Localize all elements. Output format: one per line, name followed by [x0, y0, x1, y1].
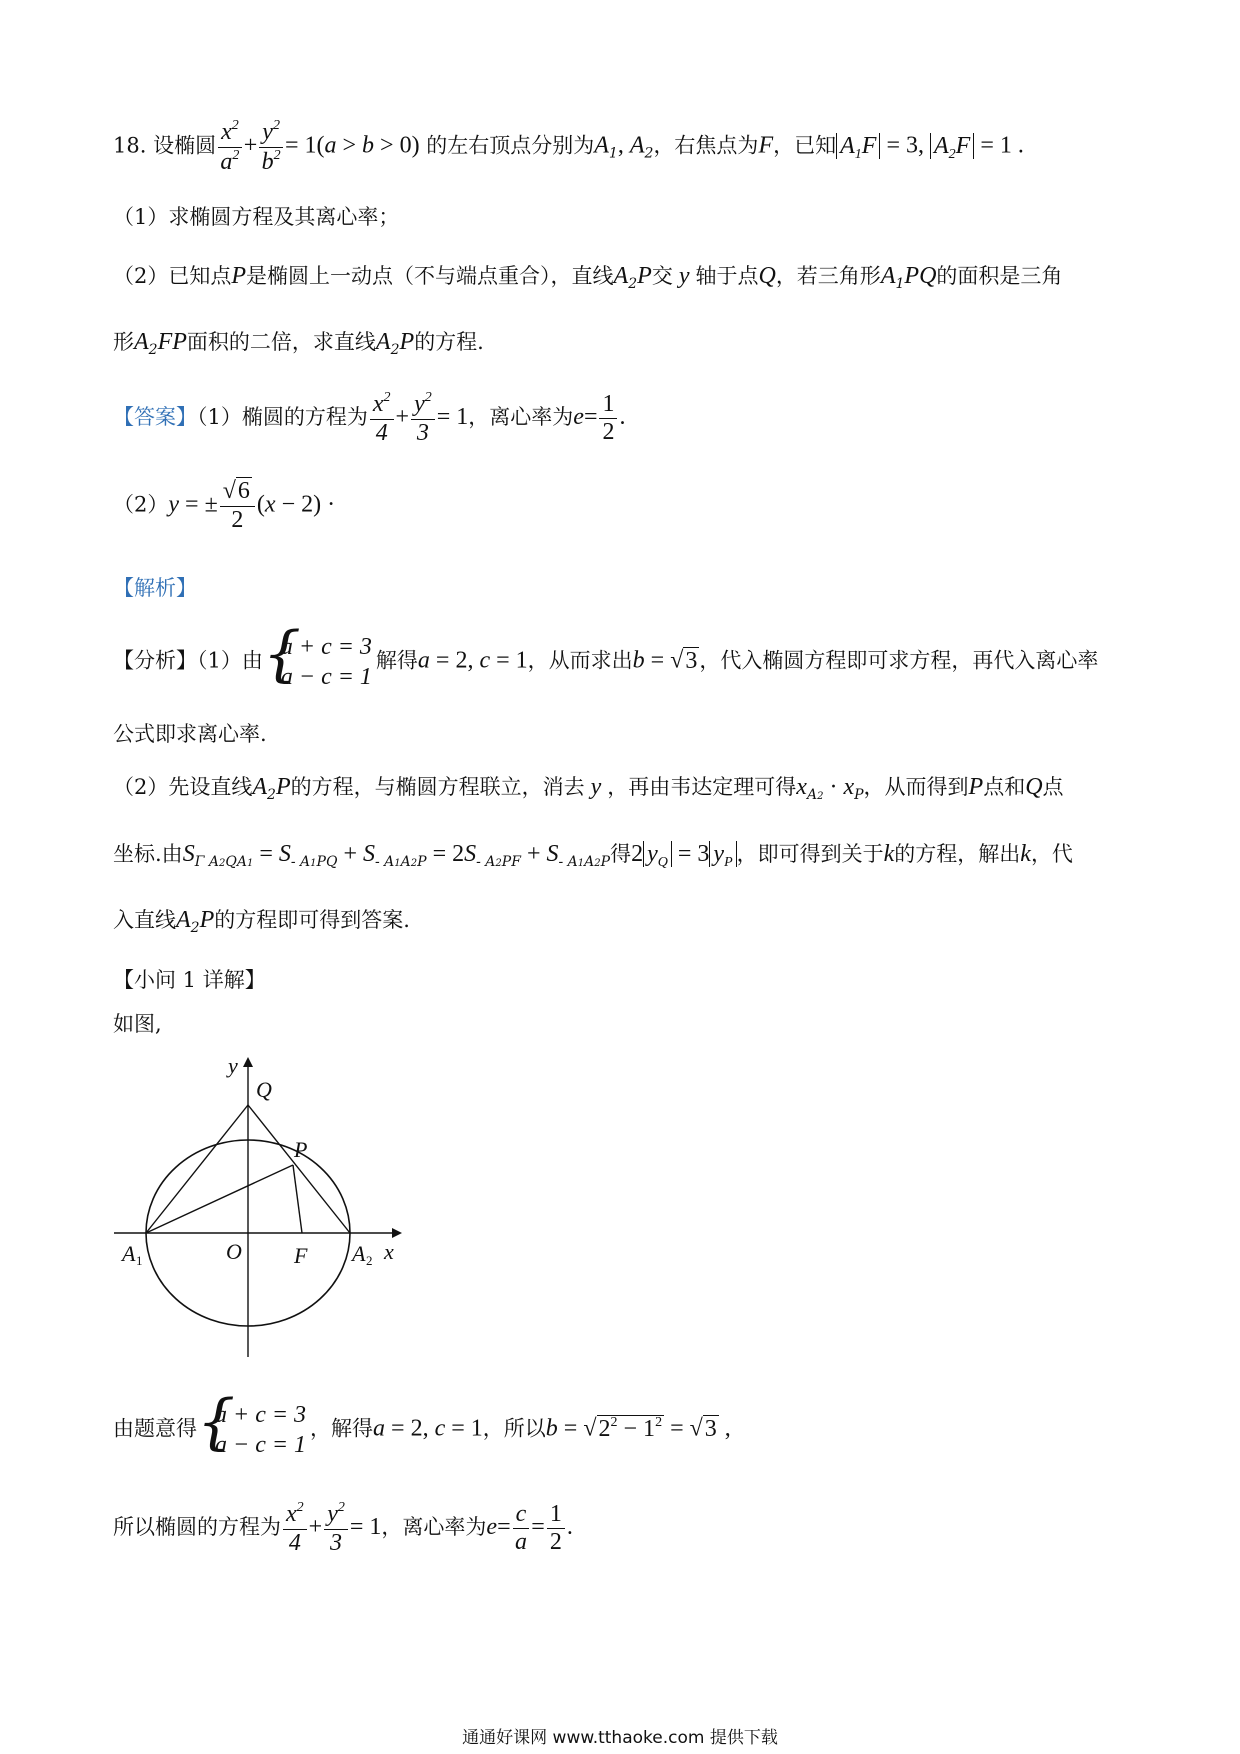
- formula-x2-a2: $\frac{x^2}{a^2}$: [218, 118, 242, 176]
- problem-part2-line-1: （2）已知点P是椭圆上一动点（不与端点重合），直线$A_2P$交 y 轴于点Q，若三角形$A_1PQ$的面积是三角: [113, 263, 1063, 292]
- analysis-tag: 【解析】: [113, 576, 197, 600]
- analysis-line-2: 公式即求离心率.: [113, 722, 267, 746]
- problem-line-1: 18. 设椭圆 $\frac{x^2}{a^2}$ + $\frac{y^2}{b^2}$ = 1(a > b > 0) 的左右顶点分别为$A_1$, $A_2$，右焦点为F，已知 $A_1F = 3$, $A_2F = 1$ .: [113, 118, 1024, 175]
- detail-rutu: 如图,: [113, 1012, 162, 1036]
- line-a1-q: [146, 1105, 248, 1233]
- analysis-line-4: 坐标.由$S_{\Gamma A2QA1} = S_{- A1PQ} + S_{- A1A2P} = 2S_{- A2PF} + S_{- A1A2P}$得2 $y_Q = 3$ $y_P$ ，即可得到关于k的方程，解出k，代: [113, 841, 1073, 870]
- label-q: Q: [256, 1077, 272, 1102]
- detail-tag: 【小问 1 详解】: [113, 968, 266, 992]
- answer-tag: 【答案】: [113, 405, 197, 430]
- analysis-line-1: 【分析】（1）由 { a + c = 3 a − c = 1 解得a = 2, c = 1，从而求出b = √3，代入椭圆方程即可求方程，再代入离心率: [113, 632, 1098, 692]
- problem-part2-line-2: 形$A_2FP$面积的二倍，求直线$A_2P$的方程.: [113, 329, 484, 358]
- answer-line-2: （2）y = ± $\frac{√6}{2}$ (x − 2) ·: [113, 478, 336, 533]
- label-p: P: [294, 1137, 308, 1162]
- ellipse-figure: [110, 1055, 410, 1365]
- label-f: F: [294, 1243, 308, 1268]
- label-a2: A: [352, 1241, 366, 1266]
- label-a1: A: [122, 1241, 136, 1266]
- problem-part1: （1）求椭圆方程及其离心率；: [113, 205, 400, 229]
- svg-text:2: 2: [366, 1253, 373, 1268]
- y-axis-arrow-icon: [243, 1057, 253, 1067]
- equation-system: { a + c = 3 a − c = 1: [267, 632, 372, 692]
- analysis-line-3: （2）先设直线$A_2P$的方程，与椭圆方程联立，消去 y ，再由韦达定理可得$x_{A2} \cdot x_P$，从而得到P点和Q点: [113, 774, 1064, 803]
- x-axis-arrow-icon: [392, 1228, 402, 1238]
- label-y: y: [228, 1055, 238, 1078]
- analysis-line-5: 入直线$A_2P$的方程即可得到答案.: [113, 907, 410, 936]
- svg-text:1: 1: [136, 1253, 143, 1268]
- label-x: x: [384, 1239, 394, 1264]
- detail-line-2: 所以椭圆的方程为 $\frac{x^2}{4}$ + $\frac{y^2}{3}$ = 1，离心率为e= $\frac{c}{a}$ = $\frac{1}{2}$ .: [113, 1500, 573, 1556]
- footer: 通通好课网 www.tthaoke.com 提供下载: [462, 1728, 778, 1748]
- line-p-f: [293, 1165, 302, 1233]
- problem-number: 18.: [113, 133, 147, 158]
- answer-line-1: 【答案】（1）椭圆的方程为 $\frac{x^2}{4}$ + $\frac{y^2}{3}$ = 1，离心率为e= $\frac{1}{2}$ .: [113, 390, 626, 446]
- label-o: O: [226, 1239, 242, 1264]
- formula-y2-b2: $\frac{y^2}{b^2}$: [259, 118, 283, 176]
- detail-line-1: 由题意得 { a + c = 3 a − c = 1 ，解得a = 2, c = 1，所以$b = √2^2 - 1^2 = √3$ ,: [113, 1400, 731, 1460]
